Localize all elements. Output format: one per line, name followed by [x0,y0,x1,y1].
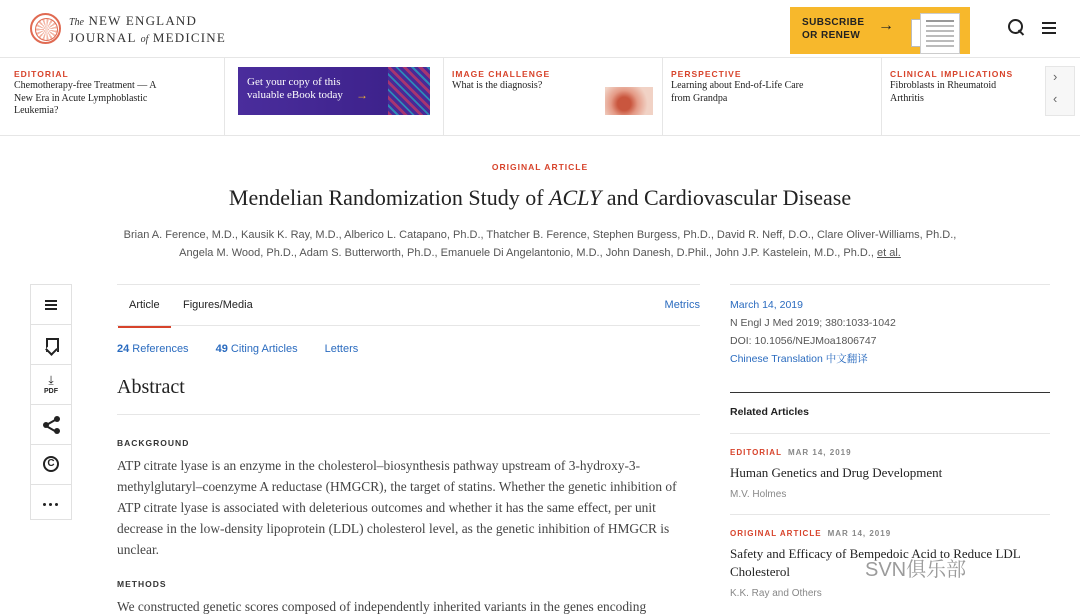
subscribe-button[interactable] [790,7,970,54]
article-metadata [730,296,896,368]
divider [730,514,1050,515]
promo-text: What is the diagnosis? [452,80,543,91]
more-options-icon[interactable] [31,485,71,525]
divider [117,414,700,415]
related-articles-heading: Related Articles [730,406,809,418]
divider [730,284,1050,285]
tab-metrics[interactable]: Metrics [664,299,700,311]
article-title: Mendelian Randomization Study of ACLY and Cardiovascular Disease [228,185,852,210]
citing-articles-link[interactable]: 49 Citing Articles [215,343,298,355]
authors-line-1: Brian A. Ference, M.D., Kausik K. Ray, M.D., Alberico L. Catapano, Ph.D., Thatcher B. Ference, Stephen Burgess, Ph.D., David R. Neff, D.O., Clare Oliver-Williams, Ph.D., [123,229,957,241]
ebook-text: Get your copy of this valuable eBook today [247,76,343,101]
publication-date[interactable]: March 14, 2019 [730,299,803,311]
divider [730,433,1050,434]
menu-icon[interactable] [1040,17,1062,39]
logo-journal: JOURNAL [69,30,137,45]
ebook-pattern [388,67,430,115]
chevron-right-icon[interactable]: › [1053,69,1058,84]
citation: N Engl J Med 2019; 380:1033-1042 [730,317,896,329]
logo-new-england: NEW ENGLAND [88,13,198,28]
promo-scroll-controls [1045,66,1075,116]
promo-text: Learning about End-of-Life Care from Grandpa [671,80,804,104]
authors-line-2: Angela M. Wood, Ph.D., Adam S. Butterworth, Ph.D., Emanuele Di Angelantonio, M.D., John Danesh, D.Phil., John J.P. Kastelein, M.D., Ph.D., [179,247,877,259]
promo-perspective[interactable] [663,58,882,136]
promo-editorial[interactable] [0,58,225,136]
related-article-author: M.V. Holmes [730,489,787,500]
site-header [0,0,1080,58]
pdf-label: PDF [44,388,58,395]
tab-figures-media[interactable]: Figures/Media [183,299,253,311]
related-kicker: EDITORIAL MAR 14, 2019 [730,448,852,457]
background-label: BACKGROUND [117,438,190,448]
methods-paragraph: We constructed genetic scores composed of independently inherited variants in the genes encoding [117,599,647,614]
logo-of: of [140,34,149,45]
promo-text: Chemotherapy-free Treatment — A New Era in Acute Lymphoblastic Leukemia? [14,80,156,116]
promo-kicker: PERSPECTIVE [671,69,742,79]
chevron-left-icon[interactable]: ‹ [1053,91,1058,106]
logo-the: The [69,17,84,28]
chinese-translation-link[interactable]: Chinese Translation 中文翻译 [730,353,868,365]
letters-link[interactable]: Letters [324,343,359,355]
et-al-link[interactable]: et al. [876,247,901,259]
copyright-icon[interactable]: C [31,445,71,485]
article-tools-rail [30,284,72,520]
nejm-seal-logo[interactable] [30,13,61,44]
share-icon[interactable] [31,405,71,445]
image-challenge-thumbnail [605,87,653,115]
methods-label: METHODS [117,579,167,589]
promo-kicker: EDITORIAL [14,69,69,79]
related-article-title[interactable]: Safety and Efficacy of Bempedoic Acid to Reduce LDL Cholesterol [730,546,1021,579]
references-link[interactable]: 24 References [117,343,189,355]
promo-kicker: IMAGE CHALLENGE [452,69,551,79]
table-of-contents-icon[interactable] [31,285,71,325]
doi: DOI: 10.1056/NEJMoa1806747 [730,335,877,347]
reference-links [117,343,370,355]
subscribe-label: SUBSCRIBE OR RENEW [802,17,865,41]
logo-medicine: MEDICINE [152,30,226,45]
article-type: ORIGINAL ARTICLE [491,162,589,172]
abstract-heading: Abstract [117,376,185,398]
divider [730,392,1050,393]
promo-text: Fibroblasts in Rheumatoid Arthritis [890,80,997,104]
article-tabs [117,284,700,326]
background-paragraph: ATP citrate lyase is an enzyme in the cholesterol–biosynthesis pathway upstream of 3-hydroxy-3-methylglutaryl–coenzyme A reductase (HMGCR), the target of statins. Whether the genetic inhibition of ATP citrate lyase is associated with deleterious outcomes and whether it has the same effect, per unit decrease in the low-density lipoprotein (LDL) cholesterol level, as the genetic inhibition of HMGCR is unclear. [117,458,677,557]
watermark: SVN俱乐部 [865,559,967,581]
promo-ebook[interactable] [225,58,444,136]
related-kicker: ORIGINAL ARTICLE MAR 14, 2019 [730,529,892,538]
tab-article[interactable]: Article [129,299,160,311]
related-article-title[interactable]: Human Genetics and Drug Development [730,465,943,480]
search-icon[interactable] [1006,17,1028,39]
ebook-banner[interactable] [238,67,430,115]
arrow-right-icon: → [878,17,894,34]
nejm-wordmark[interactable] [69,13,226,47]
related-article-author: K.K. Ray and Others [730,588,822,599]
bookmark-icon[interactable] [31,325,71,365]
journal-cover-image [920,13,960,54]
pdf-download-icon[interactable]: ⤓ PDF [31,365,71,405]
promo-image-challenge[interactable] [444,58,663,136]
author-list [110,226,970,262]
arrow-right-icon: → [356,88,368,102]
promo-strip [0,58,1080,136]
promo-kicker: CLINICAL IMPLICATIONS [890,69,1014,79]
